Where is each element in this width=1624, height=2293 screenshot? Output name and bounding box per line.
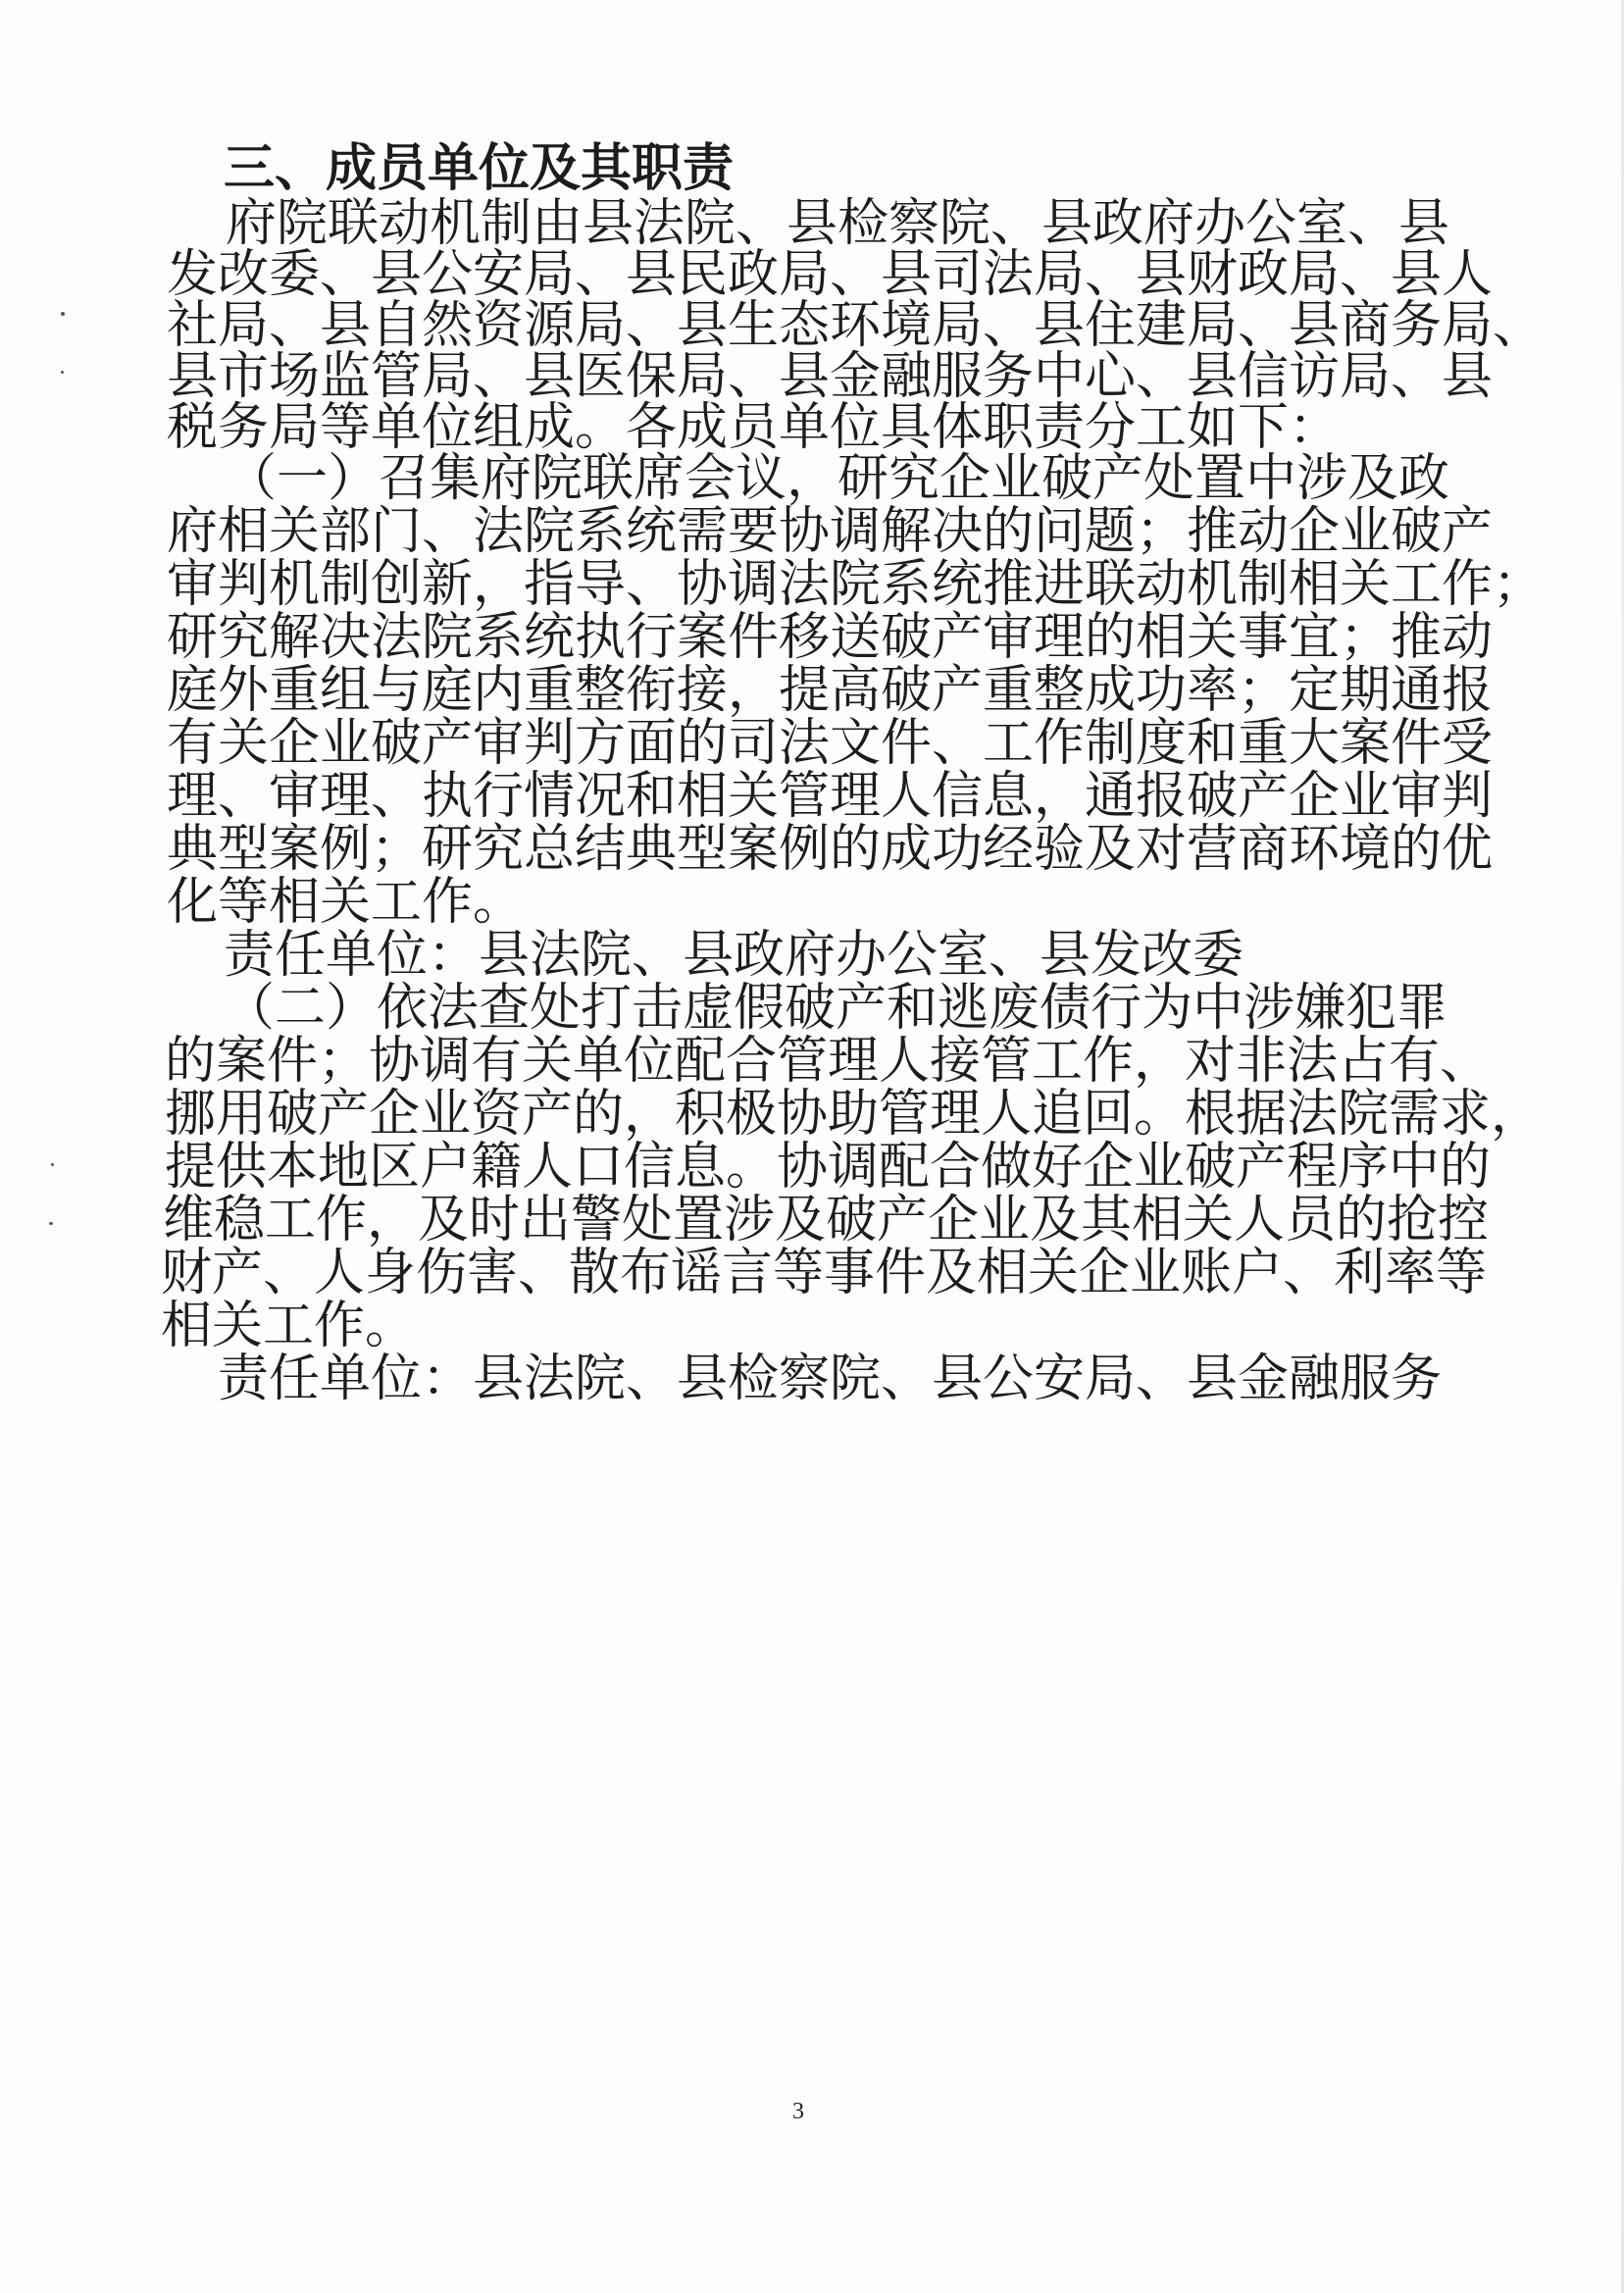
text-line: 财产、人身伤害、散布谣言等事件及相关企业账户、利率等 (161, 1244, 1488, 1302)
text-line: 县市场监管局、县医保局、县金融服务中心、县信访局、县 (167, 347, 1494, 406)
text-line: 典型案例；研究总结典型案例的成功经验及对营商环境的优 (167, 820, 1494, 879)
text-line: 审判机制创新，指导、协调法院系统推进联动机制相关工作； (167, 555, 1545, 614)
text-line: 社局、县自然资源局、县生态环境局、县住建局、县商务局、 (167, 296, 1545, 355)
text-line: 有关企业破产审判方面的司法文件、工作制度和重大案件受 (167, 714, 1494, 773)
text-line: 研究解决法院系统执行案件移送破产审理的相关事宜；推动 (167, 608, 1494, 667)
text-line: 维稳工作，及时出警处置涉及破产企业及其相关人员的抢控 (163, 1191, 1490, 1249)
section-heading: 三、成员单位及其职责 (224, 139, 735, 198)
text-line: 理、审理、执行情况和相关管理人信息，通报破产企业审判 (167, 767, 1494, 826)
responsible-units: 责任单位：县法院、县检察院、县公安局、县金融服务 (218, 1350, 1443, 1408)
responsible-units: 责任单位：县法院、县政府办公室、县发改委 (224, 926, 1244, 985)
text-line: 发改委、县公安局、县民政局、县司法局、县财政局、县人 (167, 245, 1494, 304)
scan-speck (49, 1222, 53, 1225)
text-line: 税务局等单位组成。各成员单位具体职责分工如下： (167, 398, 1341, 457)
text-line: 庭外重组与庭内重整衔接，提高破产重整成功率；定期通报 (167, 661, 1494, 720)
page-number: 3 (792, 2099, 804, 2124)
text-line: 化等相关工作。 (167, 873, 525, 932)
text-line: 相关工作。 (161, 1297, 417, 1355)
text-line: 挪用破产企业资产的，积极协助管理人追回。根据法院需求， (165, 1085, 1543, 1144)
scan-speck (51, 1163, 54, 1166)
text-line: （一）召集府院联席会议，研究企业破产处置中涉及政 (226, 449, 1450, 508)
text-line: （二）依法查处打击虚假破产和逃废债行为中涉嫌犯罪 (224, 979, 1448, 1038)
text-line: 府院联动机制由县法院、县检察院、县政府办公室、县 (226, 194, 1450, 253)
text-line: 的案件；协调有关单位配合管理人接管工作，对非法占有、 (165, 1032, 1492, 1091)
text-line: 府相关部门、法院系统需要协调解决的问题；推动企业破产 (167, 502, 1494, 561)
text-line: 提供本地区户籍人口信息。协调配合做好企业破产程序中的 (165, 1138, 1492, 1197)
scan-speck (61, 312, 65, 316)
scan-speck (61, 371, 64, 374)
